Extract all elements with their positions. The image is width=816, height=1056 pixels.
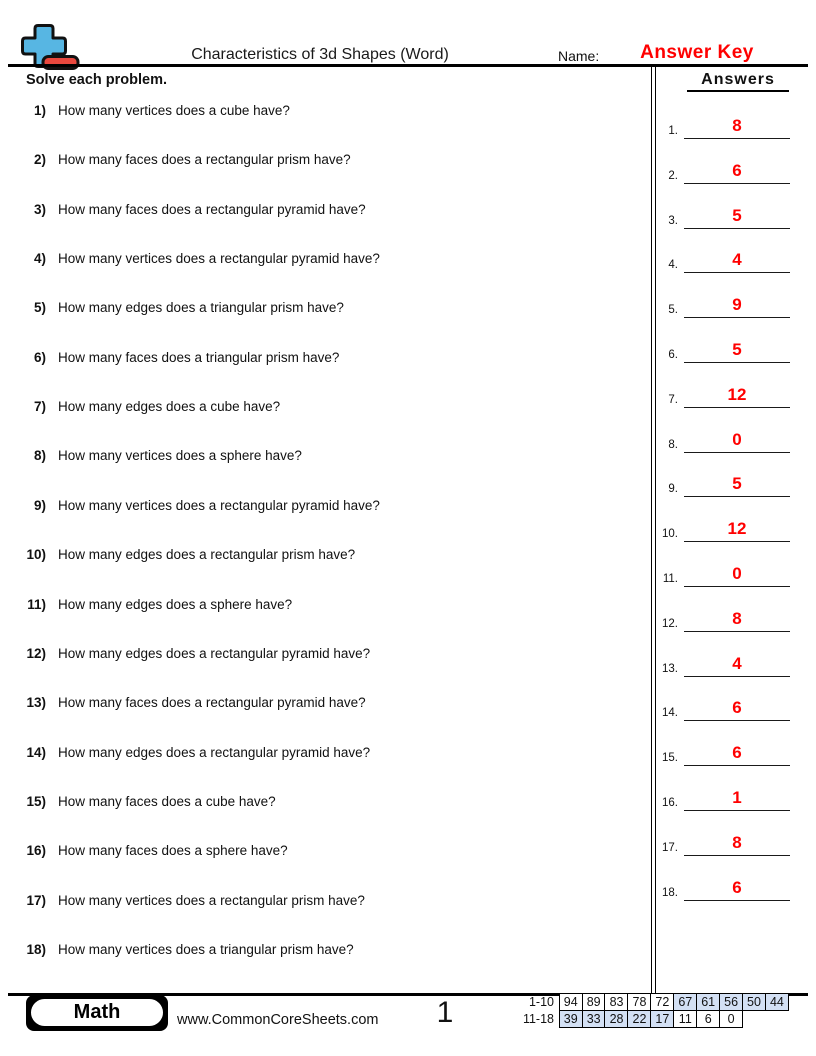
question-number: 10) bbox=[26, 547, 46, 563]
question-number: 12) bbox=[26, 645, 46, 661]
answer-value: 5 bbox=[732, 474, 742, 494]
question-text: How many faces does a rectangular pyramid have? bbox=[58, 201, 366, 217]
answer-blank-line bbox=[684, 317, 790, 318]
instructions-text: Solve each problem. bbox=[26, 72, 168, 88]
question-number: 1) bbox=[33, 103, 46, 118]
answer-value: 8 bbox=[732, 608, 742, 628]
answers-heading: Answers bbox=[687, 71, 789, 92]
answer-blank-line bbox=[684, 720, 790, 721]
score-range-label: 1-10 bbox=[528, 995, 554, 1009]
question-number: 4) bbox=[33, 251, 46, 267]
answer-value: 0 bbox=[732, 564, 742, 583]
answer-blank-line bbox=[684, 228, 790, 229]
question-row bbox=[0, 645, 640, 663]
question-number: 18) bbox=[26, 941, 46, 957]
score-cell: 61 bbox=[696, 993, 720, 1011]
score-cell: 39 bbox=[559, 1010, 583, 1028]
answer-blank-line bbox=[684, 407, 790, 408]
answer-row bbox=[638, 561, 790, 587]
score-cell: 44 bbox=[765, 993, 789, 1011]
answer-blank-line bbox=[684, 541, 790, 542]
answer-blank-line bbox=[684, 452, 790, 453]
score-cell: 50 bbox=[742, 993, 766, 1011]
answer-number: 12. bbox=[662, 617, 678, 630]
answer-number: 16. bbox=[662, 797, 678, 809]
answer-value: 12 bbox=[727, 384, 747, 404]
answer-value: 5 bbox=[732, 205, 742, 225]
answer-value: 1 bbox=[732, 788, 742, 807]
answer-row bbox=[638, 606, 790, 632]
answer-blank-line bbox=[684, 631, 790, 632]
answer-value: 0 bbox=[732, 429, 742, 449]
answer-blank-line bbox=[684, 676, 790, 677]
question-number: 7) bbox=[33, 399, 46, 415]
question-number: 13) bbox=[26, 695, 46, 711]
answer-value: 6 bbox=[732, 160, 742, 180]
answer-value: 5 bbox=[732, 340, 742, 359]
name-label: Name: bbox=[558, 48, 600, 64]
question-text: How many faces does a triangular prism have? bbox=[58, 349, 340, 365]
answer-number: 2. bbox=[668, 169, 678, 182]
answer-row bbox=[638, 337, 790, 363]
question-text: How many edges does a rectangular pyramid have? bbox=[58, 645, 371, 661]
question-number: 2) bbox=[33, 152, 46, 168]
answer-number: 15. bbox=[662, 752, 678, 765]
question-text: How many edges does a rectangular pyramid have? bbox=[58, 744, 371, 760]
answer-value: 6 bbox=[732, 877, 742, 897]
score-cell: 28 bbox=[604, 1010, 628, 1028]
answer-number: 1. bbox=[668, 125, 678, 137]
question-row bbox=[0, 941, 640, 959]
answer-row bbox=[638, 875, 790, 901]
answer-blank-line bbox=[684, 362, 790, 363]
answer-value: 8 bbox=[732, 832, 742, 852]
answer-blank-line bbox=[684, 765, 790, 766]
answer-number: 7. bbox=[668, 393, 678, 406]
answer-row bbox=[638, 427, 790, 453]
question-row bbox=[0, 250, 640, 268]
answer-number: 17. bbox=[662, 841, 678, 854]
question-row bbox=[0, 694, 640, 712]
answer-blank-line bbox=[684, 586, 790, 587]
question-row bbox=[0, 842, 640, 860]
score-cell: 72 bbox=[650, 993, 674, 1011]
question-text: How many vertices does a rectangular pyramid have? bbox=[58, 497, 380, 513]
answer-row bbox=[638, 740, 790, 766]
question-text: How many faces does a rectangular pyramid have? bbox=[58, 695, 366, 711]
score-cell: 94 bbox=[559, 993, 583, 1011]
question-text: How many faces does a sphere have? bbox=[58, 843, 288, 859]
answer-row bbox=[638, 203, 790, 229]
question-text: How many faces does a rectangular prism have? bbox=[58, 152, 351, 168]
question-number: 9) bbox=[33, 497, 46, 513]
answer-row bbox=[638, 695, 790, 721]
answer-number: 6. bbox=[668, 349, 678, 361]
answer-row bbox=[638, 651, 790, 677]
answer-blank-line bbox=[684, 810, 790, 811]
question-text: How many edges does a cube have? bbox=[58, 399, 281, 415]
answer-blank-line bbox=[684, 183, 790, 184]
score-cell: 67 bbox=[673, 993, 697, 1011]
question-number: 16) bbox=[26, 843, 46, 859]
answer-number: 4. bbox=[668, 259, 678, 272]
answer-number: 3. bbox=[668, 214, 678, 227]
answer-number: 14. bbox=[662, 707, 678, 720]
score-range-label: 11-18 bbox=[522, 1011, 554, 1026]
question-row bbox=[0, 398, 640, 416]
answer-number: 13. bbox=[662, 662, 678, 675]
question-row bbox=[0, 299, 640, 317]
answer-row bbox=[638, 785, 790, 811]
answer-number: 9. bbox=[668, 483, 678, 496]
answer-blank-line bbox=[684, 272, 790, 273]
page-number: 1 bbox=[436, 996, 454, 1029]
question-text: How many edges does a sphere have? bbox=[58, 596, 293, 612]
page-title: Characteristics of 3d Shapes (Word) bbox=[191, 46, 449, 63]
question-text: How many vertices does a rectangular prism have? bbox=[58, 892, 365, 908]
header-rule bbox=[8, 64, 808, 67]
question-row bbox=[0, 744, 640, 762]
question-text: How many edges does a triangular prism have? bbox=[58, 300, 344, 316]
question-number: 8) bbox=[33, 448, 46, 464]
score-cell: 0 bbox=[719, 1010, 743, 1028]
score-cell: 83 bbox=[604, 993, 628, 1011]
score-cell: 78 bbox=[627, 993, 651, 1011]
score-cell: 56 bbox=[719, 993, 743, 1011]
question-row bbox=[0, 102, 640, 120]
score-cell: 33 bbox=[582, 1010, 606, 1028]
question-number: 3) bbox=[33, 201, 46, 217]
question-text: How many vertices does a cube have? bbox=[58, 103, 290, 118]
question-number: 11) bbox=[27, 596, 46, 612]
answer-row bbox=[638, 247, 790, 273]
score-cell: 11 bbox=[673, 1010, 697, 1028]
score-cell: 6 bbox=[696, 1010, 720, 1028]
answer-value: 6 bbox=[732, 743, 742, 763]
question-text: How many vertices does a rectangular pyramid have? bbox=[58, 251, 380, 267]
question-row bbox=[0, 892, 640, 910]
answer-value: 6 bbox=[732, 698, 742, 718]
score-cell: 89 bbox=[582, 993, 606, 1011]
question-row bbox=[0, 596, 640, 614]
website-text: www.CommonCoreSheets.com bbox=[177, 1012, 379, 1028]
answer-blank-line bbox=[684, 855, 790, 856]
answer-blank-line bbox=[684, 900, 790, 901]
answer-value: 4 bbox=[732, 653, 742, 673]
question-text: How many edges does a rectangular prism have? bbox=[58, 547, 356, 563]
answer-row bbox=[638, 113, 790, 139]
answer-row bbox=[638, 292, 790, 318]
question-row bbox=[0, 497, 640, 515]
score-cell: 17 bbox=[650, 1010, 674, 1028]
question-row bbox=[0, 151, 640, 169]
answer-row bbox=[638, 471, 790, 497]
score-table-row bbox=[460, 1010, 743, 1028]
answer-number: 5. bbox=[668, 304, 678, 317]
answer-value: 4 bbox=[732, 250, 742, 270]
subject-badge-label: Math bbox=[31, 999, 163, 1026]
score-cell: 22 bbox=[627, 1010, 651, 1028]
answer-value: 8 bbox=[732, 116, 742, 135]
question-row bbox=[0, 793, 640, 811]
answer-row bbox=[638, 830, 790, 856]
question-number: 6) bbox=[33, 349, 46, 365]
question-text: How many faces does a cube have? bbox=[58, 793, 276, 809]
question-text: How many vertices does a triangular prism have? bbox=[58, 941, 354, 957]
question-row bbox=[0, 546, 640, 564]
answer-value: 9 bbox=[732, 295, 742, 315]
question-number: 5) bbox=[33, 300, 46, 316]
subject-badge bbox=[26, 995, 168, 1031]
answer-row bbox=[638, 158, 790, 184]
answer-number: 10. bbox=[662, 528, 678, 541]
question-row bbox=[0, 201, 640, 219]
answer-number: 11. bbox=[662, 573, 678, 585]
question-number: 14) bbox=[26, 744, 46, 760]
answer-blank-line bbox=[684, 138, 790, 139]
name-value-answer-key: Answer Key bbox=[640, 42, 754, 63]
question-number: 15) bbox=[26, 793, 46, 809]
question-row bbox=[0, 447, 640, 465]
answer-blank-line bbox=[684, 496, 790, 497]
score-table-row bbox=[460, 993, 789, 1011]
question-row bbox=[0, 349, 640, 367]
answer-number: 8. bbox=[668, 438, 678, 451]
answer-row bbox=[638, 516, 790, 542]
question-number: 17) bbox=[26, 892, 46, 908]
question-text: How many vertices does a sphere have? bbox=[58, 448, 302, 464]
answer-row bbox=[638, 382, 790, 408]
answer-number: 18. bbox=[662, 886, 678, 899]
answer-value: 12 bbox=[727, 519, 747, 539]
